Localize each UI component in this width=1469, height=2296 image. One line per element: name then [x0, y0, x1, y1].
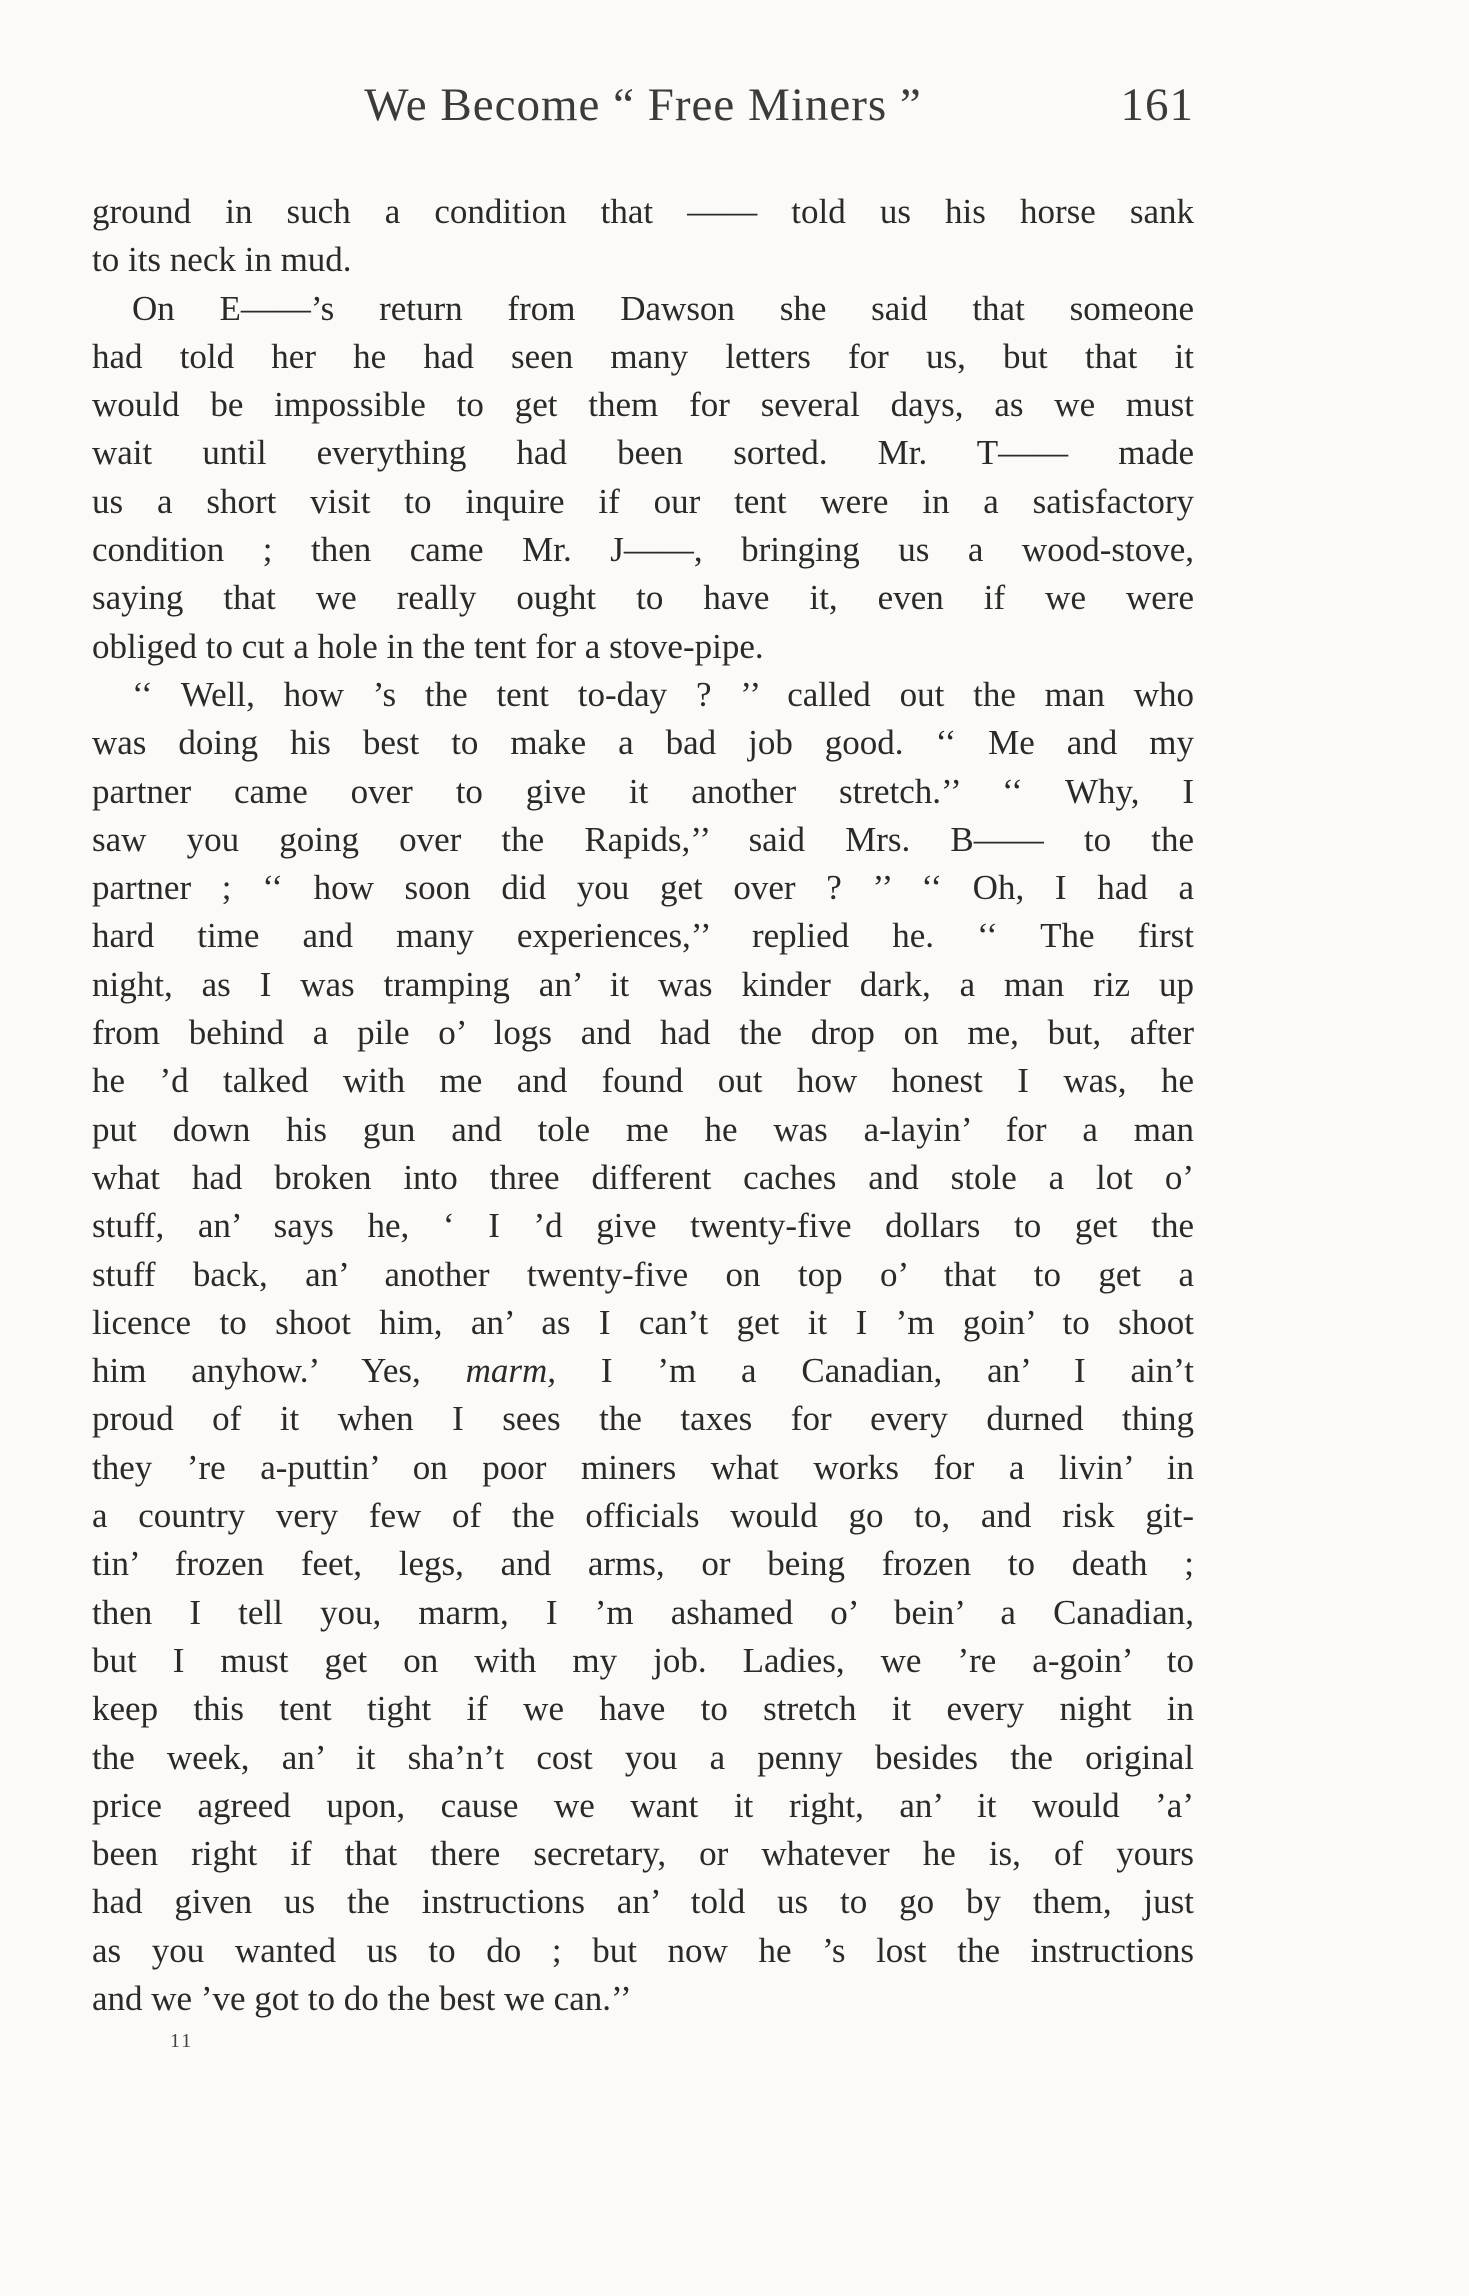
- text-line: price agreed upon, cause we want it right, an’ it would ’a’: [92, 1785, 1194, 1825]
- text-line: been right if that there secretary, or whatever he is, of yours: [92, 1834, 1194, 1874]
- text-line: they ’re a-puttin’ on poor miners what works for a livin’ in: [92, 1447, 1194, 1487]
- signature-mark: 11: [170, 2030, 194, 2052]
- text-line: was doing his best to make a bad job good. ‘‘ Me and my: [92, 723, 1194, 763]
- page-number: 161: [1120, 79, 1194, 131]
- text-line: us a short visit to inquire if our tent were in a satisfactory: [92, 481, 1194, 521]
- text-line: On E——’s return from Dawson she said that someone: [132, 288, 1194, 328]
- text-line: stuff back, an’ another twenty-five on top o’ that to get a: [92, 1254, 1194, 1294]
- running-head: [92, 78, 1194, 148]
- text-line: saying that we really ought to have it, even if we were: [92, 578, 1194, 618]
- body-text: [92, 188, 1194, 2023]
- text-line: tin’ frozen feet, legs, and arms, or being frozen to death ;: [92, 1544, 1194, 1584]
- text-line: saw you going over the Rapids,’’ said Mrs. B—— to the: [92, 819, 1194, 859]
- text-line: he ’d talked with me and found out how honest I was, he: [92, 1061, 1194, 1101]
- text-line: ‘‘ Well, how ’s the tent to-day ? ’’ called out the man who: [132, 674, 1194, 714]
- text-line: as you wanted us to do ; but now he ’s lost the instructions: [92, 1930, 1194, 1970]
- text-line: hard time and many experiences,’’ replied he. ‘‘ The first: [92, 916, 1194, 956]
- text-line: put down his gun and tole me he was a-layin’ for a man: [92, 1109, 1194, 1149]
- text-line: licence to shoot him, an’ as I can’t get it I ’m goin’ to shoot: [92, 1302, 1194, 1342]
- text-line: keep this tent tight if we have to stretch it every night in: [92, 1689, 1194, 1729]
- text-line: but I must get on with my job. Ladies, we ’re a-goin’ to: [92, 1640, 1194, 1680]
- text-line: wait until everything had been sorted. Mr. T—— made: [92, 433, 1194, 473]
- text-line: and we ’ve got to do the best we can.’’: [92, 1978, 632, 2018]
- text-line-mixed: [92, 1347, 1194, 1395]
- text-line: night, as I was tramping an’ it was kinder dark, a man riz up: [92, 964, 1194, 1004]
- text-line: obliged to cut a hole in the tent for a stove-pipe.: [92, 626, 764, 666]
- text-line: then I tell you, marm, I ’m ashamed o’ bein’ a Canadian,: [92, 1592, 1194, 1632]
- running-title: We Become “ Free Miners ”: [364, 79, 922, 131]
- text-line: a country very few of the officials would go to, and risk git-: [92, 1496, 1194, 1536]
- text-line: the week, an’ it sha’n’t cost you a penny besides the original: [92, 1737, 1194, 1777]
- text-line: would be impossible to get them for several days, as we must: [92, 385, 1194, 425]
- text-line: to its neck in mud.: [92, 240, 352, 280]
- text-line: from behind a pile o’ logs and had the drop on me, but, after: [92, 1013, 1194, 1053]
- text-line: what had broken into three different caches and stole a lot o’: [92, 1157, 1194, 1197]
- text-line: stuff, an’ says he, ‘ I ’d give twenty-five dollars to get the: [92, 1206, 1194, 1246]
- text-segment: him anyhow.’ Yes,: [92, 1351, 421, 1391]
- text-line: partner ; ‘‘ how soon did you get over ? ’’ ‘‘ Oh, I had a: [92, 868, 1194, 908]
- text-line: had told her he had seen many letters for us, but that it: [92, 336, 1194, 376]
- text-line: had given us the instructions an’ told us to go by them, just: [92, 1882, 1194, 1922]
- text-segment: I ’m a Canadian, an’ I ain’t: [600, 1351, 1194, 1391]
- italic-word: marm,: [465, 1351, 557, 1391]
- text-line: partner came over to give it another stretch.’’ ‘‘ Why, I: [92, 771, 1194, 811]
- text-line: proud of it when I sees the taxes for every durned thing: [92, 1399, 1194, 1439]
- text-line: ground in such a condition that —— told us his horse sank: [92, 192, 1194, 231]
- text-line: condition ; then came Mr. J——, bringing us a wood-stove,: [92, 530, 1194, 570]
